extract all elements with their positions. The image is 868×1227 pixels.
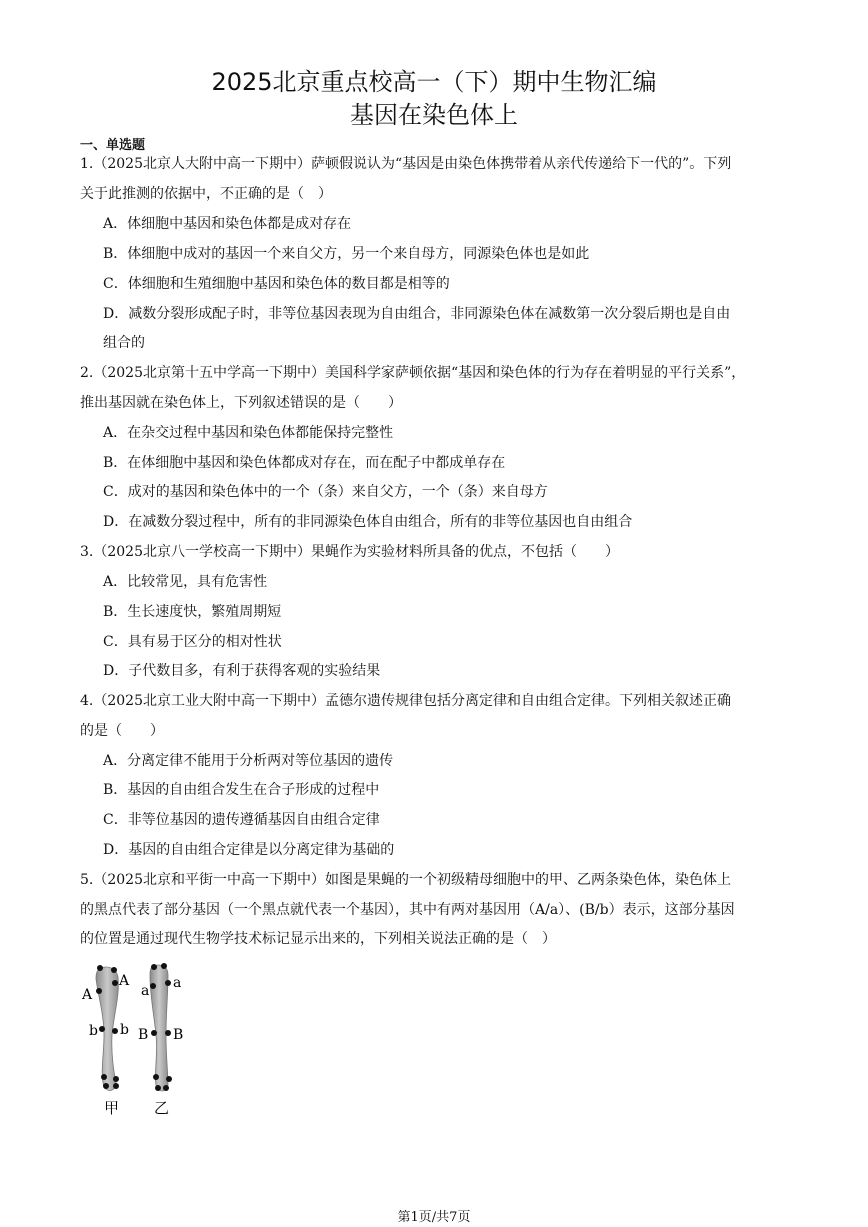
gene-dot (103, 1083, 109, 1089)
gene-dot (165, 980, 171, 986)
question-1-stem: 1.（2025北京人大附中高一下期中）萨顿假说认为“基因是由染色体携带着从亲代传递给下一代的”。下列 (80, 156, 732, 172)
gene-dot (153, 1074, 159, 1080)
page-subtitle: 基因在染色体上 (350, 101, 518, 129)
question-5-stem: 的黑点代表了部分基因（一个黑点就代表一个基因），其中有两对基因用（A/a）、(B/b）表示，这部分基因 (80, 902, 735, 918)
question-4-option-d: D．基因的自由组合定律是以分离定律为基础的 (103, 842, 395, 858)
chromosome-figure (78, 955, 208, 1120)
gene-label: a (141, 983, 150, 999)
gene-dot (151, 964, 157, 970)
section-heading: 一、单选题 (80, 138, 146, 153)
gene-dot (151, 1030, 157, 1036)
question-1-option-d: D．减数分裂形成配子时，非等位基因表现为自由组合，非同源染色体在减数第一次分裂后期也是自由 (103, 306, 731, 322)
question-4-option-b: B．基因的自由组合发生在合子形成的过程中 (103, 782, 380, 798)
chromosome-label-jia: 甲 (104, 1099, 120, 1117)
gene-dot (113, 1083, 119, 1089)
question-2-option-a: A．在杂交过程中基因和染色体都能保持完整性 (103, 425, 394, 441)
chromosome-label-yi: 乙 (154, 1099, 170, 1117)
gene-dot (166, 1076, 172, 1082)
gene-dot (163, 1085, 169, 1091)
gene-dot (113, 1076, 119, 1082)
question-1-option-b: B．体细胞中成对的基因一个来自父方，另一个来自母方，同源染色体也是如此 (103, 246, 590, 262)
gene-dot (112, 1028, 118, 1034)
gene-dot (112, 980, 118, 986)
gene-label: A (119, 973, 130, 989)
gene-dot (150, 983, 156, 989)
gene-dot (101, 1074, 107, 1080)
question-4-option-a: A．分离定律不能用于分析两对等位基因的遗传 (103, 753, 394, 769)
question-2-option-c: C．成对的基因和染色体中的一个（条）来自父方，一个（条）来自母方 (103, 484, 548, 500)
question-4-option-c: C．非等位基因的遗传遵循基因自由组合定律 (103, 812, 380, 828)
question-2-stem: 推出基因就在染色体上，下列叙述错误的是（ ） (80, 395, 402, 411)
page-footer: 第1页/共7页 (397, 1210, 471, 1225)
question-3-option-c: C．具有易于区分的相对性状 (103, 634, 282, 650)
gene-dot (161, 963, 167, 969)
question-3-option-a: A．比较常见，具有危害性 (103, 574, 268, 590)
question-4-stem: 4.（2025北京工业大附中高一下期中）孟德尔遗传规律包括分离定律和自由组合定律。下列相关叙述正确 (80, 693, 731, 709)
question-1-option-c: C．体细胞和生殖细胞中基因和染色体的数目都是相等的 (103, 276, 450, 292)
gene-label: B (138, 1027, 149, 1043)
question-1-option-a: A．体细胞中基因和染色体都是成对存在 (103, 216, 352, 232)
gene-label: b (120, 1022, 129, 1038)
gene-dot (99, 1026, 105, 1032)
question-2-option-b: B．在体细胞中基因和染色体都成对存在，而在配子中都成单存在 (103, 455, 506, 471)
question-5-stem: 5.（2025北京和平街一中高一下期中）如图是果蝇的一个初级精母细胞中的甲、乙两条染色体，染色体上 (80, 872, 731, 888)
gene-dot (111, 967, 117, 973)
question-3-option-b: B．生长速度快，繁殖周期短 (103, 604, 282, 620)
gene-label: b (89, 1023, 98, 1039)
question-1-option-d-cont: 组合的 (103, 335, 145, 351)
gene-label: B (173, 1027, 184, 1043)
question-1-stem: 关于此推测的依据中，不正确的是（ ） (80, 186, 332, 202)
question-4-stem: 的是（ ） (80, 723, 164, 739)
question-2-stem: 2.（2025北京第十五中学高一下期中）美国科学家萨顿依据“基因和染色体的行为存在着明显的平行关系”， (80, 365, 746, 381)
gene-label: A (82, 987, 93, 1003)
gene-dot (97, 965, 103, 971)
gene-dot (96, 988, 102, 994)
gene-dot (165, 1030, 171, 1036)
gene-dot (155, 1085, 161, 1091)
question-2-option-d: D．在减数分裂过程中，所有的非同源染色体自由组合，所有的非等位基因也自由组合 (103, 514, 633, 530)
gene-label: a (173, 975, 182, 991)
question-3-stem: 3.（2025北京八一学校高一下期中）果蝇作为实验材料所具备的优点，不包括（ ） (80, 544, 619, 560)
page-title: 2025北京重点校高一（下）期中生物汇编 (211, 68, 657, 96)
question-3-option-d: D．子代数目多，有利于获得客观的实验结果 (103, 663, 381, 679)
question-5-stem: 的位置是通过现代生物学技术标记显示出来的，下列相关说法正确的是（ ） (80, 931, 556, 947)
